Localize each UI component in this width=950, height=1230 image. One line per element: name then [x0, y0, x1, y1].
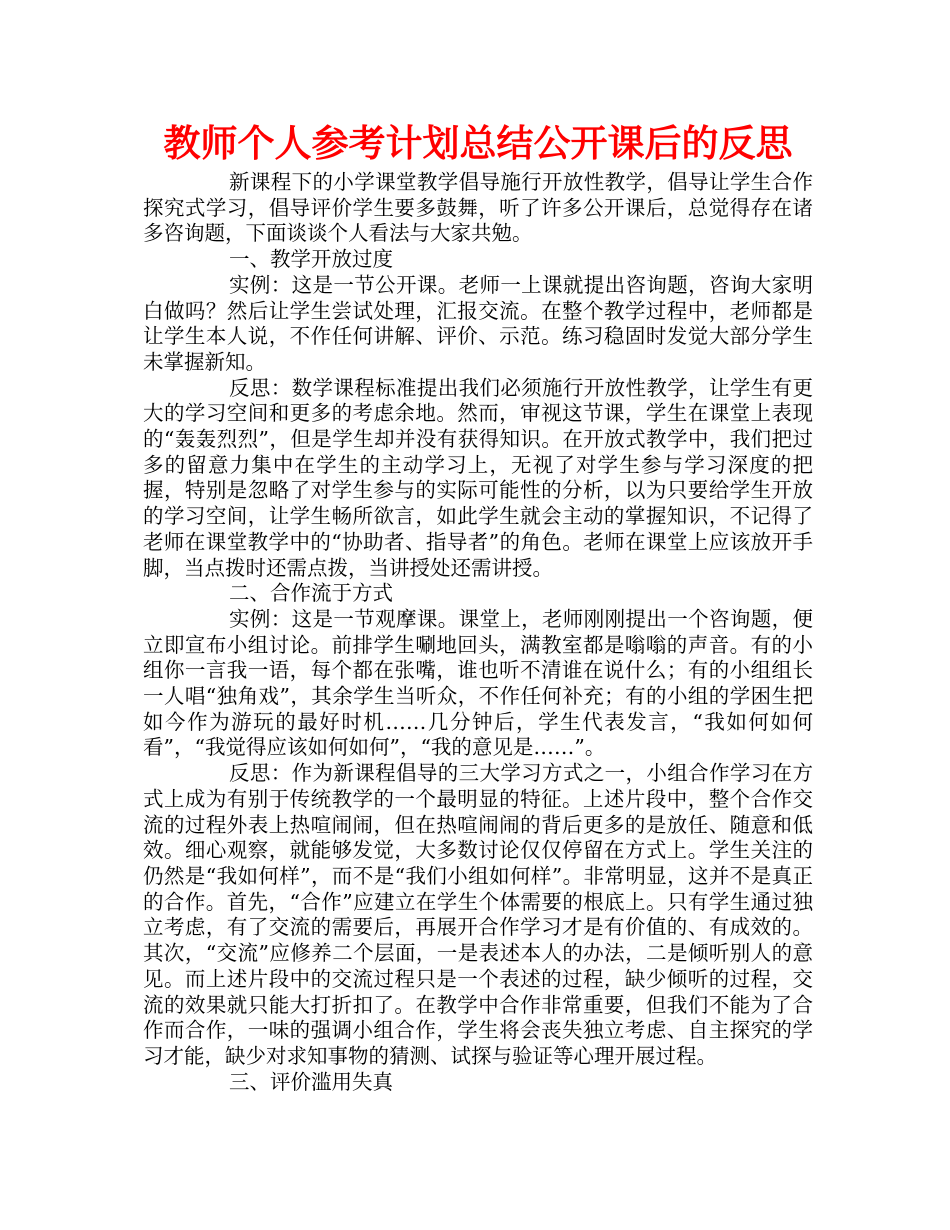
section-1-reflection: 反思：数学课程标准提出我们必须施行开放性教学，让学生有更大的学习空间和更多的考虑余地。然而，审视这节课，学生在课堂上表现的“轰轰烈烈”，但是学生却并没有获得知识。在开放式教学中，我们把过多的留意力集中在学生的主动学习上，无视了对学生参与学习深度的把握，特别是忽略了对学生参与的实际可能性的分析，以为只要给学生开放的学习空间，让学生畅所欲言，如此学生就会主动的掌握知识，不记得了老师在课堂教学中的“协助者、指导者”的角色。老师在课堂上应该放开手脚，当点拨时还需点拨，当讲授处还需讲授。 [143, 375, 813, 580]
section-2-example: 实例：这是一节观摩课。课堂上，老师刚刚提出一个咨询题，便立即宣布小组讨论。前排学生唰地回头，满教室都是嗡嗡的声音。有的小组你一言我一语，每个都在张嘴，谁也听不清谁在说什么；有的小组组长一人唱“独角戏”，其余学生当听众，不作任何补充；有的小组的学困生把如今作为游玩的最好时机……几分钟后，学生代表发言，“我如何如何看”，“我觉得应该如何如何”，“我的意见是……”。 [143, 606, 813, 760]
document-body [143, 170, 813, 1095]
section-2-heading: 二、合作流于方式 [229, 581, 393, 606]
section-1-heading: 一、教学开放过度 [229, 247, 393, 272]
intro-paragraph: 新课程下的小学课堂教学倡导施行开放性教学，倡导让学生合作探究式学习，倡导评价学生要多鼓舞，听了许多公开课后，总觉得存在诸多咨询题，下面谈谈个人看法与大家共勉。 [143, 170, 813, 246]
document-page [143, 118, 813, 1095]
document-title: 教师个人参考计划总结公开课后的反思 [163, 122, 793, 165]
section-1-example: 实例：这是一节公开课。老师一上课就提出咨询题，咨询大家明白做吗？然后让学生尝试处理，汇报交流。在整个教学过程中，老师都是让学生本人说，不作任何讲解、评价、示范。练习稳固时发觉大部分学生未掌握新知。 [143, 272, 813, 374]
section-3-heading: 三、评价滥用失真 [229, 1069, 393, 1094]
section-2-reflection: 反思：作为新课程倡导的三大学习方式之一，小组合作学习在方式上成为有别于传统教学的一个最明显的特征。上述片段中，整个合作交流的过程外表上热喧闹闹，但在热喧闹闹的背后更多的是放任、随意和低效。细心观察，就能够发觉，大多数讨论仅仅停留在方式上。学生关注的仍然是“我如何样”，而不是“我们小组如何样”。非常明显，这并不是真正的合作。首先，“合作”应建立在学生个体需要的根底上。只有学生通过独立考虑，有了交流的需要后，再展开合作学习才是有价值的、有成效的。其次，“交流”应修养二个层面，一是表述本人的办法，二是倾听别人的意见。而上述片段中的交流过程只是一个表述的过程，缺少倾听的过程，交流的效果就只能大打折扣了。在教学中合作非常重要，但我们不能为了合作而合作，一味的强调小组合作，学生将会丧失独立考虑、自主探究的学习才能，缺少对求知事物的猜测、试探与验证等心理开展过程。 [143, 761, 813, 1068]
